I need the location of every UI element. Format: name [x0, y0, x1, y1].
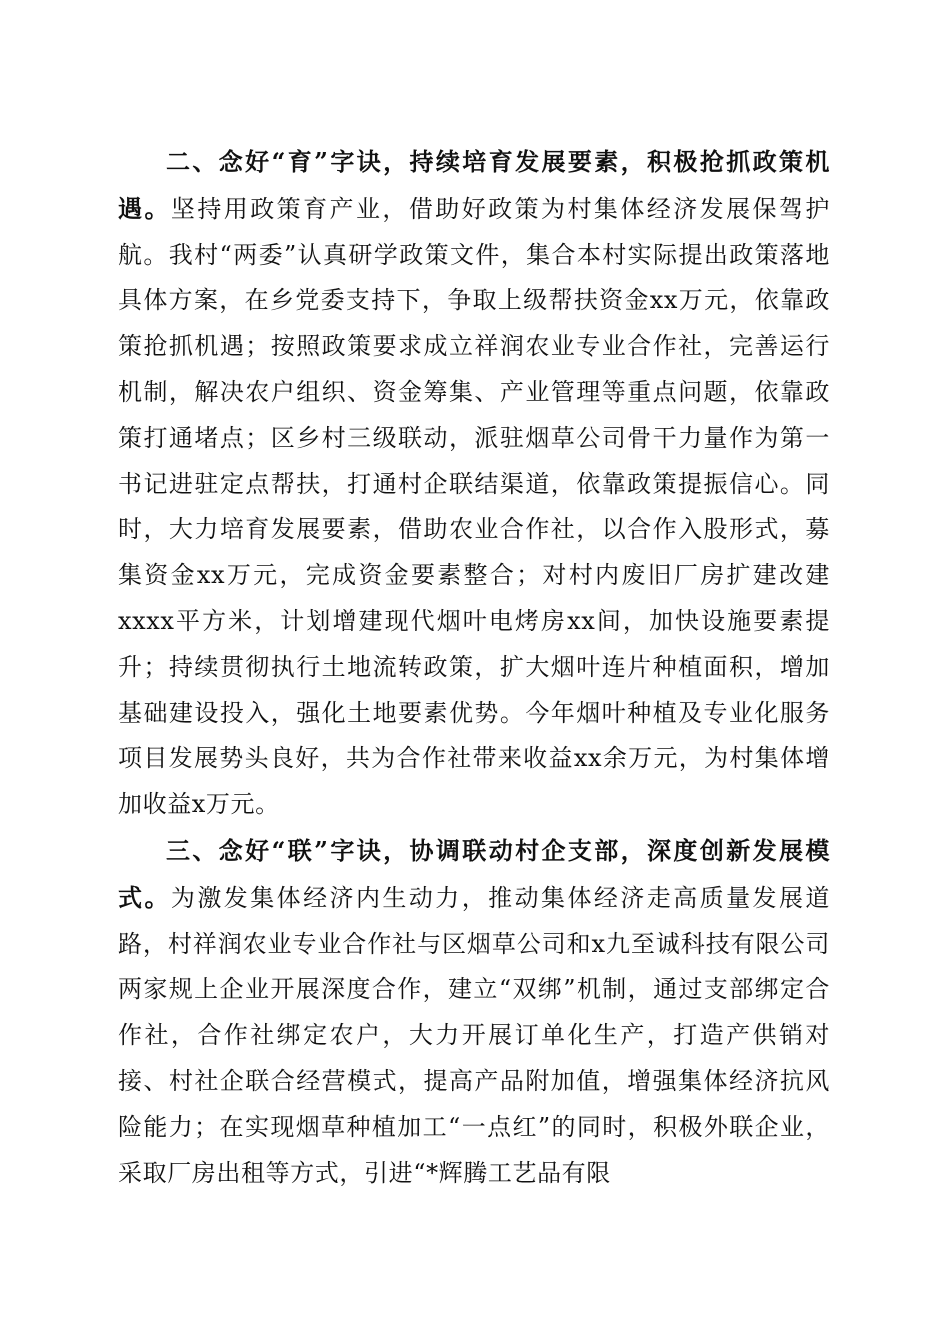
section-two-body: 坚持用政策育产业，借助好政策为村集体经济发展保驾护航。我村“两委”认真研学政策文件，集合本村实际提出政策落地具体方案，在乡党委支持下，争取上级帮扶资金xx万元，依靠政策抢抓机遇；按照政策要求成立祥润农业专业合作社，完善运行机制，解决农户组织、资金筹集、产业管理等重点问题，依靠政策打通堵点；区乡村三级联动，派驻烟草公司骨干力量作为第一书记进驻定点帮扶，打通村企联结渠道，依靠政策提振信心。同时，大力培育发展要素，借助农业合作社，以合作入股形式，募集资金xx万元，完成资金要素整合；对村内废旧厂房扩建改建xxxx平方米，计划增建现代烟叶电烤房xx间，加快设施要素提升；持续贯彻执行土地流转政策，扩大烟叶连片种植面积，增加基础建设投入，强化土地要素优势。今年烟叶种植及专业化服务项目发展势头良好，共为合作社带来收益xx余万元，为村集体增加收益x万元。: [118, 194, 831, 819]
section-three-heading: 三、念好“联”字诀，协调联动村企支部，深度创新发展模式。: [118, 835, 830, 912]
paragraph-section-three: [118, 828, 830, 1196]
document-body: [118, 139, 830, 1196]
section-two-heading: 二、念好“育”字诀，持续培育发展要素，积极抢抓政策机遇。: [118, 147, 830, 223]
section-three-body: 为激发集体经济内生动力，推动集体经济走高质量发展道路，村祥润农业专业合作社与区烟草公司和x九至诚科技有限公司两家规上企业开展深度合作，建立“双绑”机制，通过支部绑定合作社，合作社绑定农户，大力开展订单化生产，打造产供销对接、村社企联合经营模式，提高产品附加值，增强集体经济抗风险能力；在实现烟草种植加工“一点红”的同时，积极外联企业，采取厂房出租等方式，引进“*辉腾工艺品有限: [118, 883, 831, 1187]
paragraph-section-two: [118, 139, 830, 828]
